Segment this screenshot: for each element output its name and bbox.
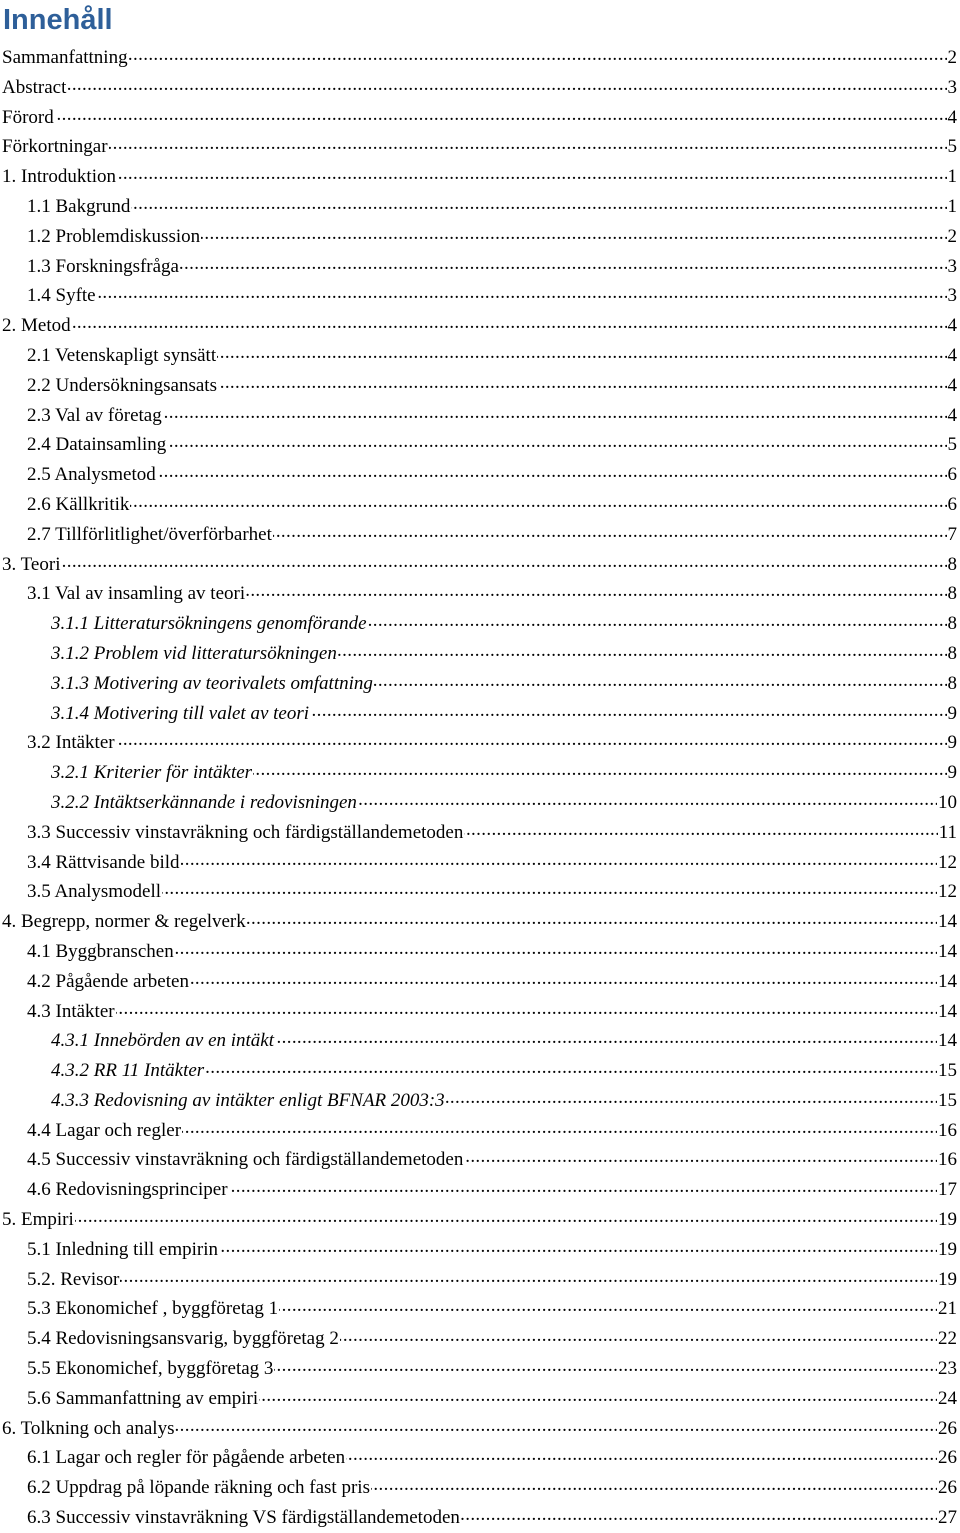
dot-leader (116, 999, 937, 1018)
dot-leader (131, 194, 946, 213)
toc-page-number: 1 (947, 166, 957, 188)
toc-page-number: 4 (947, 374, 957, 396)
toc-entry[interactable] (0, 848, 960, 878)
toc-entry[interactable] (0, 430, 960, 460)
toc-entry[interactable] (0, 1116, 960, 1146)
toc-entry-title: 3.1.3 Motivering av teorivalets omfattning (51, 672, 373, 694)
toc-page-number: 22 (938, 1328, 957, 1350)
toc-entry-title: 1.4 Syfte (27, 285, 96, 307)
toc-page-number: 26 (938, 1447, 957, 1469)
toc-entry[interactable] (0, 341, 960, 371)
toc-page-number: 8 (947, 672, 957, 694)
dot-leader (201, 224, 946, 243)
toc-page-number: 6 (947, 493, 957, 515)
toc-entry[interactable] (0, 937, 960, 967)
toc-entry[interactable] (0, 758, 960, 788)
toc-entry-title: 1.2 Problemdiskussion (27, 225, 201, 247)
toc-entry[interactable] (0, 788, 960, 818)
toc-entry[interactable] (0, 371, 960, 401)
toc-entry-title: 3.2.1 Kriterier för intäkter (51, 762, 253, 784)
toc-entry-title: 3.1.1 Litteratursökningens genomförande (51, 613, 367, 635)
toc-entry[interactable] (0, 252, 960, 282)
toc-entry[interactable] (0, 1384, 960, 1414)
toc-entry[interactable] (0, 550, 960, 580)
dot-leader (279, 1296, 937, 1315)
dot-leader (157, 462, 947, 481)
toc-entry[interactable] (0, 1235, 960, 1265)
toc-entry-title: 2.4 Datainsamling (27, 434, 167, 456)
dot-leader (180, 254, 947, 273)
toc-entry-title: 3.2 Intäkter (27, 732, 115, 754)
toc-page-number: 6 (947, 464, 957, 486)
toc-entry-title: Förkortningar (2, 136, 108, 158)
toc-entry-title: 5.5 Ekonomichef, byggföretag 3 (27, 1358, 274, 1380)
toc-page-number: 14 (938, 940, 957, 962)
toc-entry[interactable] (0, 639, 960, 669)
toc-page-number: 23 (938, 1358, 957, 1380)
toc-page-number: 2 (947, 225, 957, 247)
toc-page-number: 8 (947, 613, 957, 635)
toc-entry[interactable] (0, 1145, 960, 1175)
dot-leader (346, 1445, 937, 1464)
toc-entry-title: 2.6 Källkritik (27, 493, 130, 515)
toc-entry[interactable] (0, 1294, 960, 1324)
toc-page-number: 26 (938, 1417, 957, 1439)
toc-page-number: 4 (947, 315, 957, 337)
toc-entry[interactable] (0, 490, 960, 520)
toc-entry-title: 5.2. Revisor (27, 1268, 120, 1290)
dot-leader (340, 1326, 937, 1345)
toc-page-number: 9 (947, 732, 957, 754)
toc-entry[interactable] (0, 1086, 960, 1116)
toc-page-number: 11 (938, 821, 957, 843)
dot-leader (116, 730, 947, 749)
dot-leader (175, 939, 937, 958)
dot-leader (219, 1237, 937, 1256)
dot-leader (67, 75, 946, 94)
toc-entry-title: 2.2 Undersökningsansats (27, 374, 217, 396)
toc-entry-title: 6.2 Uppdrag på löpande räkning och fast pris (27, 1477, 370, 1499)
toc-page-number: 9 (947, 702, 957, 724)
toc-page-number: 10 (938, 791, 957, 813)
toc-entry[interactable] (0, 222, 960, 252)
toc-entry-title: 3.1 Val av insamling av teori (27, 583, 246, 605)
toc-page-number: 19 (938, 1268, 957, 1290)
toc-page-number: 15 (938, 1089, 957, 1111)
toc-entry[interactable] (0, 907, 960, 937)
toc-page-number: 3 (947, 76, 957, 98)
toc-entry[interactable] (0, 162, 960, 192)
toc-entry[interactable] (0, 1324, 960, 1354)
dot-leader (259, 1386, 937, 1405)
dot-leader (61, 552, 946, 571)
toc-entry[interactable] (0, 1056, 960, 1086)
dot-leader (129, 45, 947, 64)
toc-entry[interactable] (0, 1175, 960, 1205)
toc-page-number: 19 (938, 1209, 957, 1231)
dot-leader (120, 1267, 937, 1286)
toc-page-number: 2 (947, 47, 957, 68)
dot-leader (162, 879, 937, 898)
toc-entry[interactable] (0, 877, 960, 907)
dot-leader (218, 373, 947, 392)
toc-entry-title: 6. Tolkning och analys (2, 1417, 175, 1439)
dot-leader (464, 820, 937, 839)
toc-page-number: 27 (938, 1507, 957, 1529)
toc-entry-title: 3. Teori (2, 553, 61, 575)
toc-entry-title: 2.7 Tillförlitlighet/överförbarhet (27, 523, 272, 545)
toc-page-number: 24 (938, 1387, 957, 1409)
toc-page-number: 5 (947, 136, 957, 158)
dot-leader (464, 1147, 937, 1166)
toc-entry-title: 3.5 Analysmodell (27, 881, 162, 903)
table-of-contents (0, 43, 960, 1533)
toc-entry-title: 1.1 Bakgrund (27, 195, 131, 217)
toc-page-number: 8 (947, 642, 957, 664)
toc-entry[interactable] (0, 1414, 960, 1444)
toc-entry-title: 5.6 Sammanfattning av empiri (27, 1387, 259, 1409)
dot-leader (205, 1058, 937, 1077)
toc-entry-title: 2.1 Vetenskapligt synsätt (27, 344, 217, 366)
dot-leader (163, 403, 947, 422)
toc-entry[interactable] (0, 699, 960, 729)
toc-page-number: 8 (947, 583, 957, 605)
dot-leader (130, 492, 946, 511)
toc-entry[interactable] (0, 43, 960, 73)
toc-entry[interactable] (0, 520, 960, 550)
dot-leader (97, 283, 947, 302)
toc-entry-title: 3.4 Rättvisande bild (27, 851, 180, 873)
dot-leader (175, 1416, 937, 1435)
toc-page-number: 3 (947, 285, 957, 307)
dot-leader (275, 1028, 937, 1047)
toc-page-number: 16 (938, 1149, 957, 1171)
toc-entry[interactable] (0, 579, 960, 609)
toc-entry[interactable] (0, 818, 960, 848)
dot-leader (190, 969, 937, 988)
dot-leader (182, 1118, 937, 1137)
toc-entry-title: 2.5 Analysmetod (27, 464, 156, 486)
toc-entry[interactable] (0, 1354, 960, 1384)
toc-entry-title: 6.3 Successiv vinstavräkning VS färdigställandemetoden (27, 1507, 460, 1529)
dot-leader (358, 790, 937, 809)
toc-entry-title: 4.2 Pågående arbeten (27, 970, 189, 992)
dot-leader (273, 522, 947, 541)
toc-entry-title: 6.1 Lagar och regler för pågående arbeten (27, 1447, 346, 1469)
dot-leader (247, 909, 937, 928)
toc-page-number: 7 (947, 523, 957, 545)
dot-leader (368, 611, 947, 630)
toc-entry[interactable] (0, 669, 960, 699)
toc-entry-title: 2. Metod (2, 315, 71, 337)
toc-entry-title: 3.2.2 Intäktserkännande i redovisningen (51, 791, 357, 813)
toc-entry-title: 5.4 Redovisningsansvarig, byggföretag 2 (27, 1328, 339, 1350)
toc-entry-title: 4.1 Byggbranschen (27, 940, 174, 962)
toc-page-number: 19 (938, 1238, 957, 1260)
toc-entry-title: 3.1.2 Problem vid litteratursökningen (51, 642, 337, 664)
toc-entry-title: 4.4 Lagar och regler (27, 1119, 182, 1141)
toc-heading: Innehåll (3, 4, 113, 36)
toc-entry[interactable] (0, 1205, 960, 1235)
toc-page-number: 14 (938, 970, 957, 992)
toc-entry[interactable] (0, 1265, 960, 1295)
dot-leader (461, 1505, 937, 1524)
toc-entry-title: 4. Begrepp, normer & regelverk (2, 911, 246, 933)
toc-page-number: 4 (947, 404, 957, 426)
dot-leader (446, 1088, 937, 1107)
dot-leader (253, 760, 946, 779)
dot-leader (371, 1475, 937, 1494)
dot-leader (75, 1207, 937, 1226)
toc-entry[interactable] (0, 1443, 960, 1473)
dot-leader (310, 701, 946, 720)
toc-page-number: 14 (938, 911, 957, 933)
dot-leader (229, 1177, 937, 1196)
toc-entry[interactable] (0, 609, 960, 639)
toc-entry-title: 5.3 Ekonomichef , byggföretag 1 (27, 1298, 279, 1320)
dot-leader (55, 105, 947, 124)
toc-page-number: 14 (938, 1000, 957, 1022)
toc-page-number: 5 (947, 434, 957, 456)
toc-entry-title: Sammanfattning (2, 47, 128, 68)
toc-page-number: 21 (938, 1298, 957, 1320)
toc-page-number: 16 (938, 1119, 957, 1141)
dot-leader (246, 581, 946, 600)
toc-page-number: 12 (938, 881, 957, 903)
toc-entry[interactable] (0, 997, 960, 1027)
dot-leader (181, 850, 937, 869)
dot-leader (167, 432, 946, 451)
dot-leader (338, 641, 947, 660)
dot-leader (374, 671, 947, 690)
toc-entry-title: 4.5 Successiv vinstavräkning och färdigställandemetoden (27, 1149, 464, 1171)
toc-entry-title: Abstract (2, 76, 67, 98)
toc-entry[interactable] (0, 281, 960, 311)
toc-entry[interactable] (0, 967, 960, 997)
toc-entry-title: 4.3.2 RR 11 Intäkter (51, 1060, 205, 1082)
toc-entry[interactable] (0, 1473, 960, 1503)
toc-page-number: 1 (947, 195, 957, 217)
toc-entry-title: 1. Introduktion (2, 166, 116, 188)
toc-entry[interactable] (0, 1503, 960, 1533)
toc-entry[interactable] (0, 132, 960, 162)
dot-leader (109, 134, 947, 153)
toc-entry-title: 1.3 Forskningsfråga (27, 255, 179, 277)
toc-page-number: 12 (938, 851, 957, 873)
toc-entry[interactable] (0, 401, 960, 431)
toc-entry-title: 4.6 Redovisningsprinciper (27, 1179, 228, 1201)
toc-entry-title: Förord (2, 106, 54, 128)
toc-entry-title: 3.3 Successiv vinstavräkning och färdigställandemetoden (27, 821, 464, 843)
toc-entry[interactable] (0, 311, 960, 341)
toc-page-number: 26 (938, 1477, 957, 1499)
toc-page-number: 4 (947, 106, 957, 128)
dot-leader (274, 1356, 937, 1375)
toc-entry-title: 3.1.4 Motivering till valet av teori (51, 702, 310, 724)
toc-entry[interactable] (0, 728, 960, 758)
toc-page-number: 4 (947, 344, 957, 366)
toc-entry[interactable] (0, 460, 960, 490)
dot-leader (72, 313, 947, 332)
dot-leader (217, 343, 946, 362)
toc-page-number: 15 (938, 1060, 957, 1082)
toc-page-number: 14 (938, 1030, 957, 1052)
toc-entry-title: 4.3.1 Innebörden av en intäkt (51, 1030, 275, 1052)
toc-entry-title: 5.1 Inledning till empirin (27, 1238, 219, 1260)
toc-entry-title: 2.3 Val av företag (27, 404, 162, 426)
toc-entry-title: 4.3 Intäkter (27, 1000, 115, 1022)
toc-entry[interactable] (0, 103, 960, 133)
toc-page-number: 3 (947, 255, 957, 277)
toc-entry-title: 4.3.3 Redovisning av intäkter enligt BFNAR 2003:3 (51, 1089, 445, 1111)
toc-entry[interactable] (0, 192, 960, 222)
toc-page-number: 17 (938, 1179, 957, 1201)
dot-leader (117, 164, 947, 183)
toc-entry[interactable] (0, 73, 960, 103)
toc-page-number: 8 (947, 553, 957, 575)
toc-page-number: 9 (947, 762, 957, 784)
toc-entry[interactable] (0, 1026, 960, 1056)
toc-entry-title: 5. Empiri (2, 1209, 74, 1231)
